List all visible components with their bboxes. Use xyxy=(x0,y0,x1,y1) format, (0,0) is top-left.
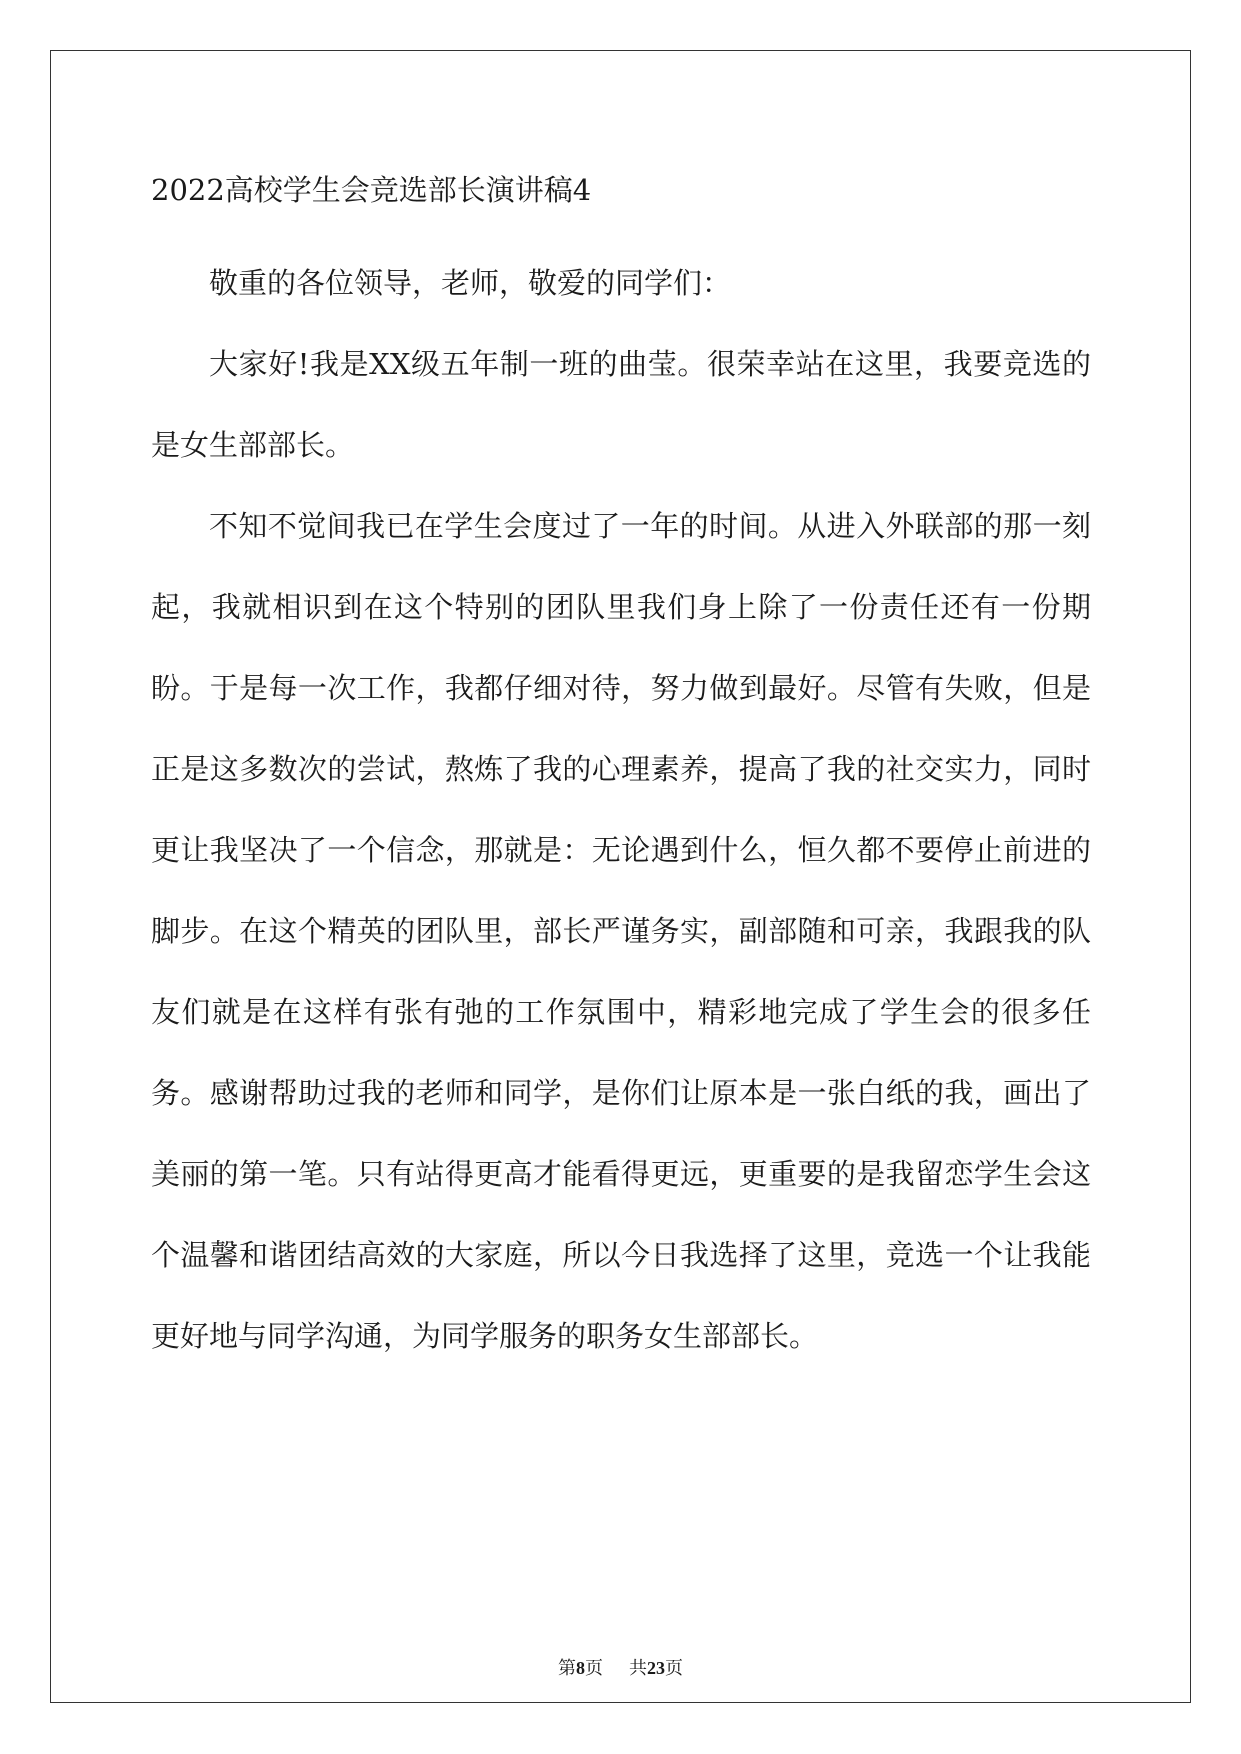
document-title: 2022高校学生会竞选部长演讲稿4 xyxy=(151,173,592,207)
total-label-suffix: 页 xyxy=(665,1658,683,1679)
document-body xyxy=(151,243,1091,1377)
total-page-number: 23 xyxy=(647,1658,665,1678)
current-page-number: 8 xyxy=(576,1658,585,1678)
paragraph-introduction: 大家好!我是XX级五年制一班的曲莹。很荣幸站在这里，我要竞选的是女生部部长。 xyxy=(151,347,1091,462)
total-label-prefix: 共 xyxy=(629,1658,647,1679)
page-label-suffix: 页 xyxy=(585,1658,603,1679)
page-label-prefix: 第 xyxy=(558,1658,576,1679)
paragraph-experience: 不知不觉间我已在学生会度过了一年的时间。从进入外联部的那一刻起，我就相识到在这个特别的团队里我们身上除了一份责任还有一份期盼。于是每一次工作，我都仔细对待，努力做到最好。尽管有失败，但是正是这多数次的尝试，熬炼了我的心理素养，提高了我的社交实力，同时更让我坚决了一个信念，那就是：无论遇到什么，恒久都不要停止前进的脚步。在这个精英的团队里，部长严谨务实，副部随和可亲，我跟我的队友们就是在这样有张有弛的工作氛围中，精彩地完成了学生会的很多任务。感谢帮助过我的老师和同学，是你们让原本是一张白纸的我，画出了美丽的第一笔。只有站得更高才能看得更远，更重要的是我留恋学生会这个温馨和谐团结高效的大家庭，所以今日我选择了这里，竞选一个让我能更好地与同学沟通，为同学服务的职务女生部部长。 xyxy=(151,509,1091,1353)
paragraph-greeting: 敬重的各位领导，老师，敬爱的同学们： xyxy=(209,266,732,300)
page-footer xyxy=(0,1656,1241,1681)
